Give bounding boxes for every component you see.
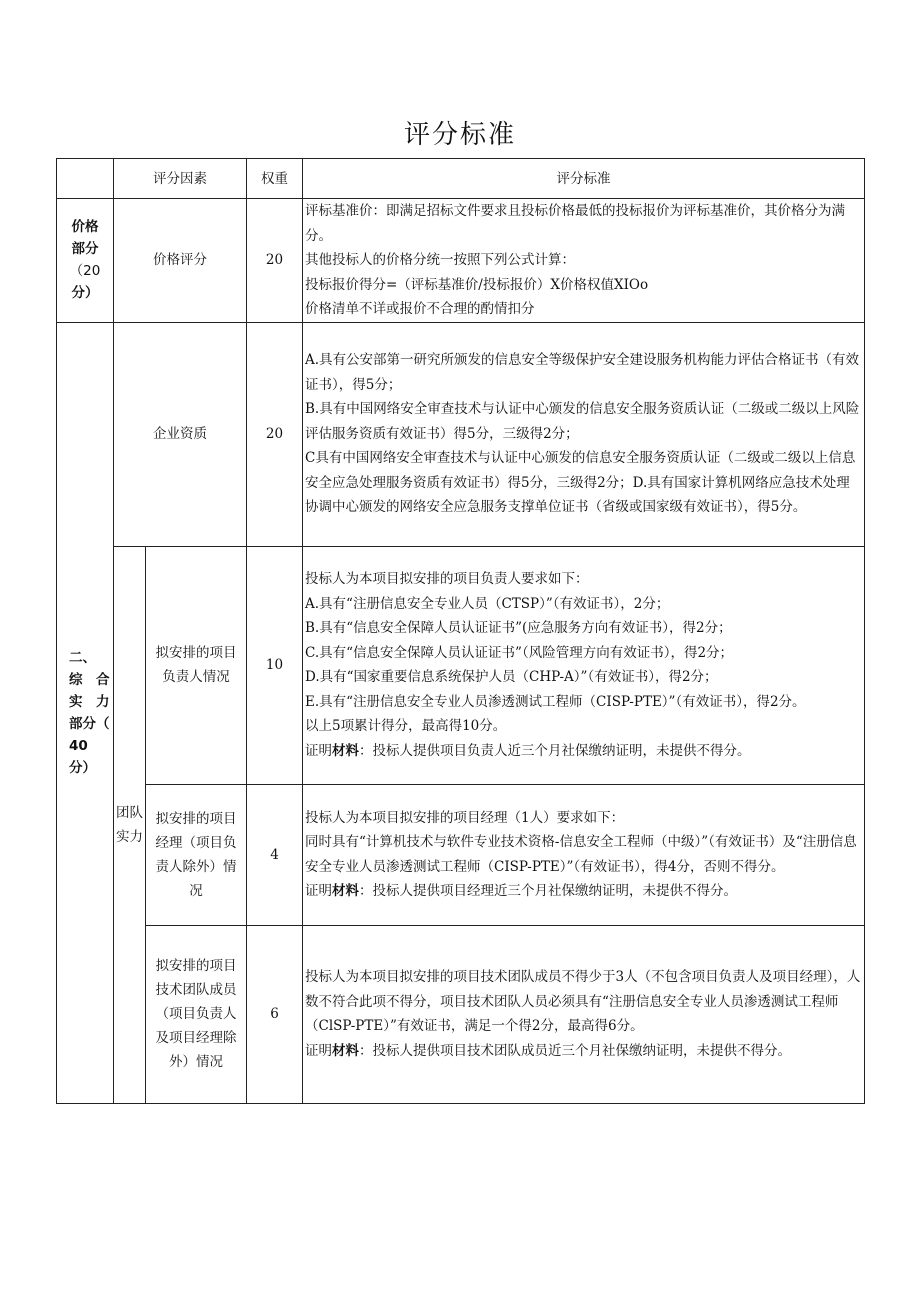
enterprise-row bbox=[57, 322, 865, 546]
members-proof: 证明材料：投标人提供项目技术团队成员近三个月社保缴纳证明，未提供不得分。 bbox=[305, 1042, 791, 1059]
scoring-table bbox=[56, 158, 865, 1104]
manager-weight: 4 bbox=[247, 784, 303, 925]
team-row-manager bbox=[57, 784, 865, 925]
comprehensive-category: 二、 综 合 实 力 部分（ 40 分） bbox=[57, 322, 114, 1103]
leader-factor: 拟安排的项目 负责人情况 bbox=[146, 546, 247, 784]
enterprise-factor: 企业资质 bbox=[114, 322, 247, 546]
leader-standard: 投标人为本项目拟安排的项目负责人要求如下： A.具有“注册信息安全专业人员（CTSP）”（有效证书），2分； B.具有“信息安全保障人员认证证书”(应急服务方向有效证书），得2分； C.具有“信息安全保障人员认证证书”（风险管理方向有效证书），得2分； D.具有“国家重要信息系统保护人员（CHP-A）”（有效证书），得2分； E.具有“注册信息安全专业人员渗透测试工程师（CISP-PTE）”（有效证书），得2分。 以上5项累计得分，最高得10分。 证明材料：投标人提供项目负责人近三个月社保缴纳证明，未提供不得分。 bbox=[303, 546, 865, 784]
members-factor: 拟安排的项目 技术团队成员 （项目负责人 及项目经理除 外）情况 bbox=[146, 925, 247, 1103]
header-row bbox=[57, 159, 865, 199]
price-weight: 20 bbox=[247, 199, 303, 323]
leader-weight: 10 bbox=[247, 546, 303, 784]
price-standard: 评标基准价：即满足招标文件要求且投标价格最低的投标报价为评标基准价，其价格分为满分。 其他投标人的价格分统一按照下列公式计算： 投标报价得分=（评标基准价/投标报价）X价格权值XIOo 价格清单不详或报价不合理的酌情扣分 bbox=[303, 199, 865, 323]
price-factor: 价格评分 bbox=[114, 199, 247, 323]
header-weight: 权重 bbox=[247, 159, 303, 199]
page-title: 评分标准 bbox=[403, 120, 516, 150]
team-row-leader bbox=[57, 546, 865, 784]
header-standard: 评分标准 bbox=[303, 159, 865, 199]
manager-standard: 投标人为本项目拟安排的项目经理（1人）要求如下： 同时具有“计算机技术与软件专业技术资格-信息安全工程师（中级）”（有效证书）及“注册信息安全专业人员渗透测试工程师（CISP-PTE）”（有效证书），得4分，否则不得分。 证明材料：投标人提供项目经理近三个月社保缴纳证明，未提供不得分。 bbox=[303, 784, 865, 925]
enterprise-standard: A.具有公安部第一研究所颁发的信息安全等级保护安全建设服务机构能力评估合格证书（有效证书），得5分； B.具有中国网络安全审查技术与认证中心颁发的信息安全服务资质认证（二级或二级以上风险评估服务资质有效证书）得5分，三级得2分； C具有中国网络安全审查技术与认证中心颁发的信息安全服务资质认证（二级或二级以上信息安全应急处理服务资质有效证书）得5分，三级得2分；D.具有国家计算机网络应急技术处理协调中心颁发的网络安全应急服务支撑单位证书（省级或国家级有效证书），得5分。 bbox=[303, 322, 865, 546]
price-row bbox=[57, 199, 865, 323]
manager-factor: 拟安排的项目 经理（项目负 责人除外）情 况 bbox=[146, 784, 247, 925]
team-row-members bbox=[57, 925, 865, 1103]
members-weight: 6 bbox=[247, 925, 303, 1103]
header-blank bbox=[57, 159, 114, 199]
price-category: 价格 部分 （20 分） bbox=[57, 199, 114, 323]
header-factor: 评分因素 bbox=[114, 159, 247, 199]
enterprise-weight: 20 bbox=[247, 322, 303, 546]
leader-proof: 证明材料：投标人提供项目负责人近三个月社保缴纳证明，未提供不得分。 bbox=[305, 742, 751, 759]
manager-proof: 证明材料：投标人提供项目经理近三个月社保缴纳证明，未提供不得分。 bbox=[305, 883, 737, 899]
team-label: 团队 实力 bbox=[114, 546, 146, 1103]
members-standard: 投标人为本项目拟安排的项目技术团队成员不得少于3人（不包含项目负责人及项目经理），人数不符合此项不得分，项目技术团队人员必须具有“注册信息安全专业人员渗透测试工程师（ClSP-PTE）”有效证书，满足一个得2分，最高得6分。 证明材料：投标人提供项目技术团队成员近三个月社保缴纳证明，未提供不得分。 bbox=[303, 925, 865, 1103]
